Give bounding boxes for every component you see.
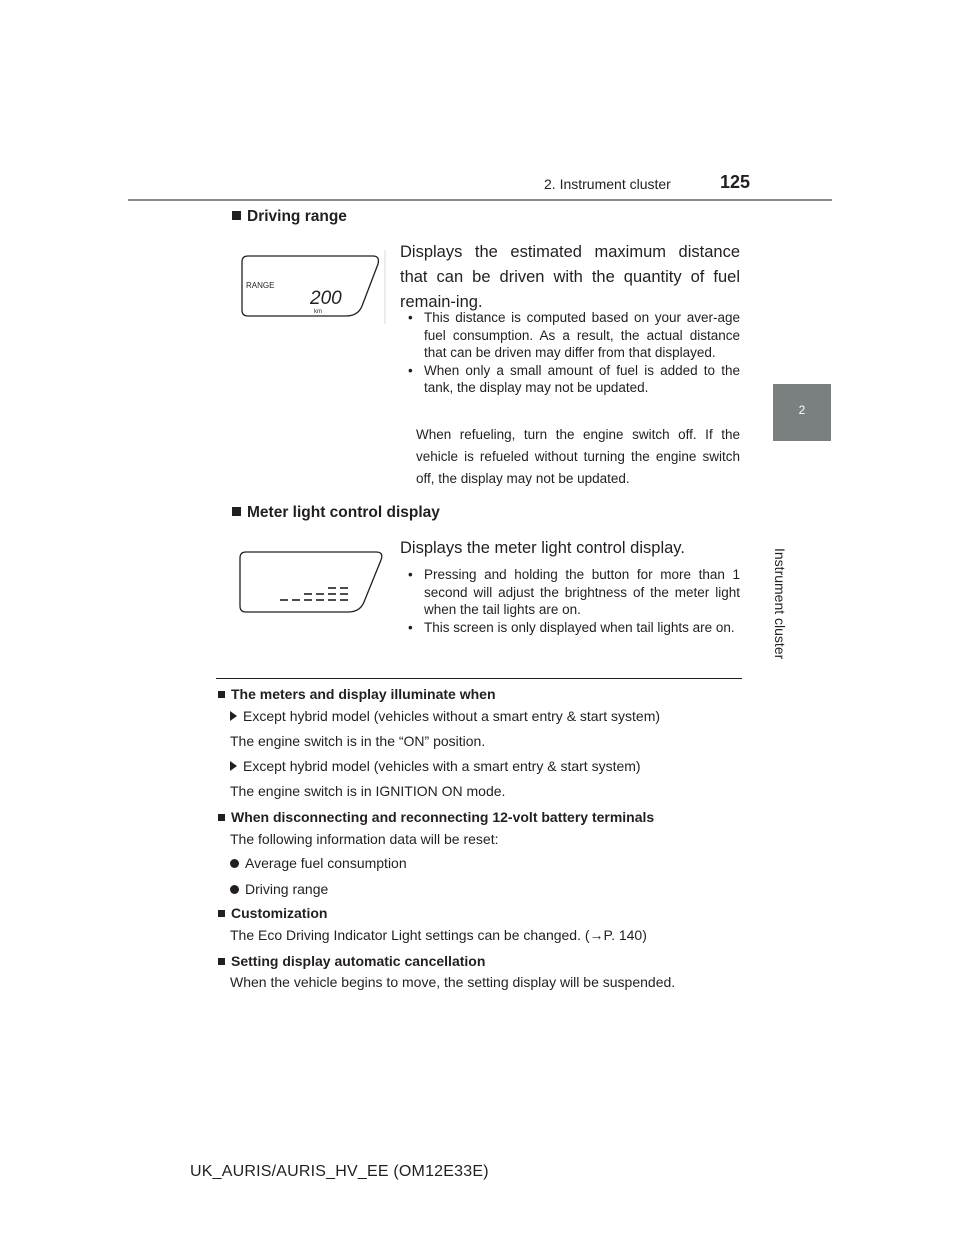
cancellation-title: Setting display automatic cancellation [218, 953, 758, 974]
cancellation-text: When the vehicle begins to move, the setting display will be suspended. [230, 974, 676, 990]
list-item: • This distance is computed based on your aver-age fuel consumption. As a result, the actual distance that can be driven may differ from that displayed. [408, 310, 740, 360]
range-label-text: RANGE [246, 281, 275, 290]
notes-section [218, 686, 758, 996]
battery-title: When disconnecting and reconnecting 12-volt battery terminals [218, 809, 758, 831]
header-rule [128, 199, 832, 201]
meter-light-description: Displays the meter light control display. [400, 539, 685, 557]
circle-bullet-icon [230, 859, 239, 868]
circle-bullet-icon [230, 885, 239, 894]
running-header-section: 2. Instrument cluster [544, 176, 671, 192]
triangle-arrow-icon [230, 761, 237, 771]
square-bullet-icon [218, 814, 225, 821]
list-item: • Pressing and holding the button for more than 1 second will adjust the brightness of the meter light when the tail lights are on. [408, 567, 740, 617]
driving-range-description: Displays the estimated maximum distance that can be driven with the quantity of fuel remain-ing. [400, 243, 740, 311]
triangle-arrow-icon [230, 711, 237, 721]
customization-text: The Eco Driving Indicator Light settings can be changed. (→P. 140) [230, 927, 647, 943]
square-bullet-icon [232, 507, 241, 516]
list-item: • When only a small amount of fuel is added to the tank, the display may not be updated. [408, 362, 740, 395]
footer-model-code: UK_AURIS/AURIS_HV_EE (OM12E33E) [190, 1163, 489, 1180]
list-item: Except hybrid model (vehicles with a smart entry & start system) [218, 758, 758, 783]
square-bullet-icon [218, 691, 225, 698]
illuminate-title: The meters and display illuminate when [218, 686, 758, 708]
brightness-segments [280, 588, 348, 600]
range-value-text: 200 [310, 288, 342, 309]
list-item: Average fuel consumption [218, 855, 758, 881]
range-display-illustration [234, 248, 388, 326]
meter-light-bullets [408, 566, 740, 636]
chapter-tab-label: Instrument cluster [772, 548, 788, 660]
list-item: The engine switch is in the “ON” position. [230, 733, 486, 749]
list-item: The engine switch is in IGNITION ON mode. [230, 783, 506, 799]
driving-range-heading: Driving range [232, 208, 347, 226]
range-unit-text: km [314, 309, 322, 315]
list-item: Except hybrid model (vehicles without a smart entry & start system) [218, 708, 758, 733]
driving-range-note: When refueling, turn the engine switch off. If the vehicle is refueled without turning the engine switch off, the display may not be updated. [416, 427, 740, 486]
section-divider [216, 678, 742, 679]
list-item: Driving range [218, 881, 758, 905]
list-item: • This screen is only displayed when tail lights are on. [408, 619, 735, 635]
meter-light-display-illustration [234, 548, 396, 616]
square-bullet-icon [218, 910, 225, 917]
battery-text: The following information data will be reset: [230, 831, 499, 847]
square-bullet-icon [232, 211, 241, 220]
page-number: 125 [720, 172, 751, 192]
driving-range-bullets [408, 309, 740, 397]
meter-light-heading: Meter light control display [232, 504, 440, 522]
customization-title: Customization [218, 905, 758, 927]
chapter-tab-number: 2 [798, 403, 806, 417]
square-bullet-icon [218, 958, 225, 965]
